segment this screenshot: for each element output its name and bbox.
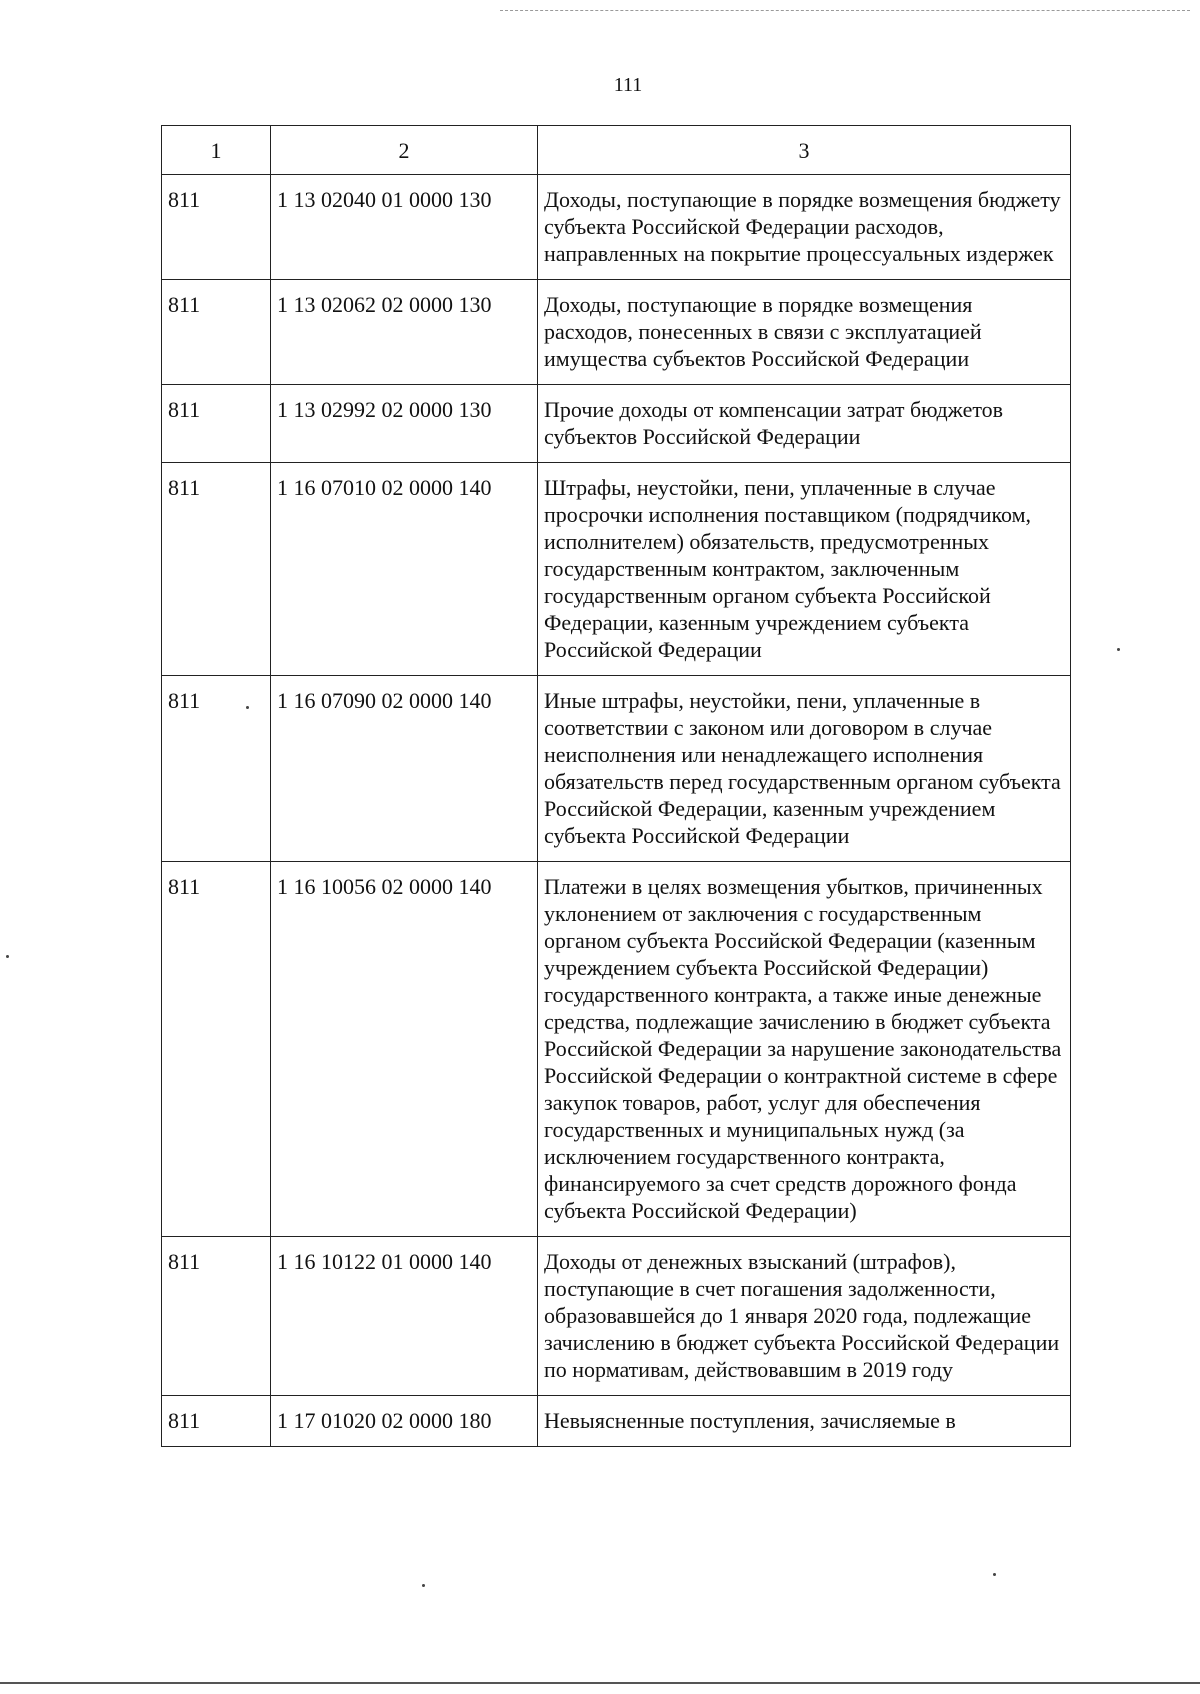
revenue-description-cell: Доходы от денежных взысканий (штрафов), поступающие в счет погашения задолженности, образовавшейся до 1 января 2020 года, подлежащие зачислению в бюджет субъекта Российской Федерации по нормативам, действовавшим в 2019 году bbox=[538, 1237, 1071, 1396]
column-header-1: 1 bbox=[162, 126, 271, 175]
admin-code-cell: 811 bbox=[162, 676, 271, 862]
table-header-row bbox=[162, 126, 1071, 175]
column-header-3: 3 bbox=[538, 126, 1071, 175]
revenue-description-cell: Платежи в целях возмещения убытков, причиненных уклонением от заключения с государственным органом субъекта Российской Федерации (казенным учреждением субъекта Российской Федерации) государственного контракта, а также иные денежные средства, подлежащие зачислению в бюджет субъекта Российской Федерации за нарушение законодательства Российской Федерации о контрактной системе в сфере закупок товаров, работ, услуг для обеспечения государственных и муниципальных нужд (за исключением государственного контракта, финансируемого за счет средств дорожного фонда субъекта Российской Федерации) bbox=[538, 862, 1071, 1237]
revenue-code-cell: 1 16 10056 02 0000 140 bbox=[271, 862, 538, 1237]
revenue-code-cell: 1 17 01020 02 0000 180 bbox=[271, 1396, 538, 1447]
admin-code-cell: 811 bbox=[162, 175, 271, 280]
admin-code-cell: 811 bbox=[162, 463, 271, 676]
admin-code-cell: 811 bbox=[162, 1237, 271, 1396]
revenue-code-cell: 1 16 07090 02 0000 140 bbox=[271, 676, 538, 862]
scan-speck bbox=[6, 955, 9, 958]
admin-code-cell: 811 bbox=[162, 862, 271, 1237]
revenue-code-cell: 1 13 02062 02 0000 130 bbox=[271, 280, 538, 385]
scan-bottom-rule bbox=[0, 1682, 1200, 1684]
revenue-description-cell: Иные штрафы, неустойки, пени, уплаченные в соответствии с законом или договором в случае неисполнения или ненадлежащего исполнения обязательств перед государственным органом субъекта Российской Федерации, казенным учреждением субъекта Российской Федерации bbox=[538, 676, 1071, 862]
admin-code-cell: 811 bbox=[162, 385, 271, 463]
scan-speck bbox=[1117, 648, 1120, 651]
revenue-description-cell: Доходы, поступающие в порядке возмещения бюджету субъекта Российской Федерации расходов, направленных на покрытие процессуальных издержек bbox=[538, 175, 1071, 280]
revenue-description-cell: Штрафы, неустойки, пени, уплаченные в случае просрочки исполнения поставщиком (подрядчиком, исполнителем) обязательств, предусмотренных государственным контрактом, заключенным государственным органом субъекта Российской Федерации, казенным учреждением субъекта Российской Федерации bbox=[538, 463, 1071, 676]
revenue-code-cell: 1 13 02040 01 0000 130 bbox=[271, 175, 538, 280]
scan-speck bbox=[246, 706, 249, 709]
table-row bbox=[162, 1396, 1071, 1447]
table-row bbox=[162, 463, 1071, 676]
table-row bbox=[162, 1237, 1071, 1396]
revenue-code-cell: 1 16 10122 01 0000 140 bbox=[271, 1237, 538, 1396]
admin-code-cell: 811 bbox=[162, 280, 271, 385]
revenue-code-cell: 1 16 07010 02 0000 140 bbox=[271, 463, 538, 676]
table-row bbox=[162, 862, 1071, 1237]
revenue-description-cell: Доходы, поступающие в порядке возмещения расходов, понесенных в связи с эксплуатацией имущества субъектов Российской Федерации bbox=[538, 280, 1071, 385]
page-number: 111 bbox=[613, 74, 643, 96]
revenue-codes-table bbox=[161, 125, 1071, 1447]
table-row bbox=[162, 676, 1071, 862]
revenue-description-cell: Прочие доходы от компенсации затрат бюджетов субъектов Российской Федерации bbox=[538, 385, 1071, 463]
revenue-code-cell: 1 13 02992 02 0000 130 bbox=[271, 385, 538, 463]
table-row bbox=[162, 385, 1071, 463]
scan-speck bbox=[993, 1573, 996, 1576]
table-row bbox=[162, 175, 1071, 280]
admin-code-cell: 811 bbox=[162, 1396, 271, 1447]
revenue-description-cell: Невыясненные поступления, зачисляемые в bbox=[538, 1396, 1071, 1447]
scan-speck bbox=[422, 1584, 425, 1587]
table-row bbox=[162, 280, 1071, 385]
column-header-2: 2 bbox=[271, 126, 538, 175]
scan-top-rule bbox=[500, 10, 1190, 11]
